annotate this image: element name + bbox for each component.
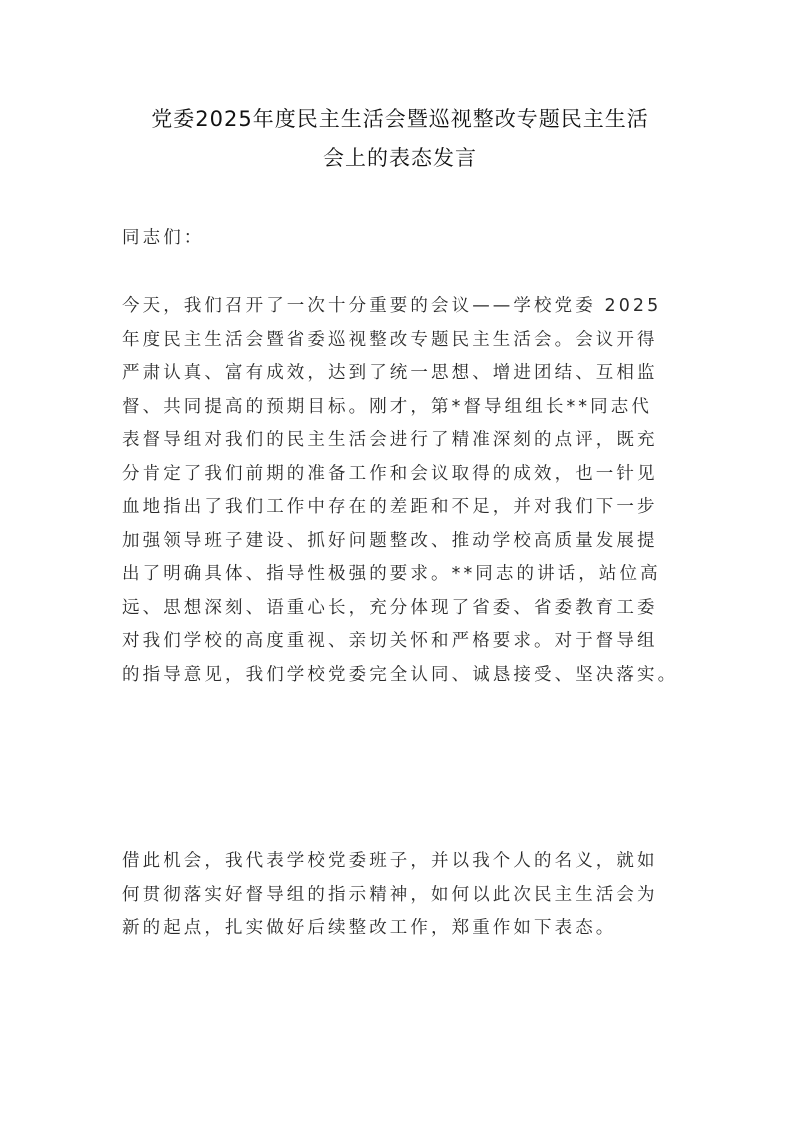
text-line: 年度民主生活会暨省委巡视整改专题民主生活会。会议开得 (122, 329, 658, 350)
text-line: 分肯定了我们前期的准备工作和会议取得的成效，也一针见 (122, 463, 658, 484)
text-line: 的指导意见，我们学校党委完全认同、诚恳接受、坚决落实。 (122, 664, 679, 685)
paragraph-2 (122, 845, 692, 946)
text-line: 远、思想深刻、语重心长，充分体现了省委、省委教育工委 (122, 597, 658, 618)
text-line: 对我们学校的高度重视、亲切关怀和严格要求。对于督导组 (122, 631, 658, 651)
text-line: 督、共同提高的预期目标。刚才，第*督导组组长**同志代 (122, 396, 652, 417)
text-line: 加强领导班子建设、抓好问题整改、推动学校高质量发展提 (122, 530, 658, 551)
title-line-1: 党委2025年度民主生活会暨巡视整改专题民主生活 (151, 107, 649, 131)
document-title (120, 100, 680, 178)
salutation-text: 同志们： (122, 228, 205, 248)
title-line-2: 会上的表态发言 (323, 146, 477, 170)
salutation (122, 222, 692, 256)
text-line: 何贯彻落实好督导组的指示精神，如何以此次民主生活会为 (122, 884, 658, 905)
text-line: 血地指出了我们工作中存在的差距和不足，并对我们下一步 (122, 497, 658, 517)
text-line: 出了明确具体、指导性极强的要求。**同志的讲话，站位高 (122, 564, 661, 584)
text-line: 新的起点，扎实做好后续整改工作，郑重作如下表态。 (122, 918, 617, 938)
text-line: 今天，我们召开了一次十分重要的会议——学校党委 2025 (122, 296, 662, 316)
text-line: 表督导组对我们的民主生活会进行了精准深刻的点评，既充 (122, 430, 658, 450)
text-line: 借此机会，我代表学校党委班子，并以我个人的名义，就如 (122, 851, 658, 871)
text-line: 严肃认真、富有成效，达到了统一思想、增进团结、互相监 (122, 363, 658, 383)
paragraph-1 (122, 290, 692, 692)
